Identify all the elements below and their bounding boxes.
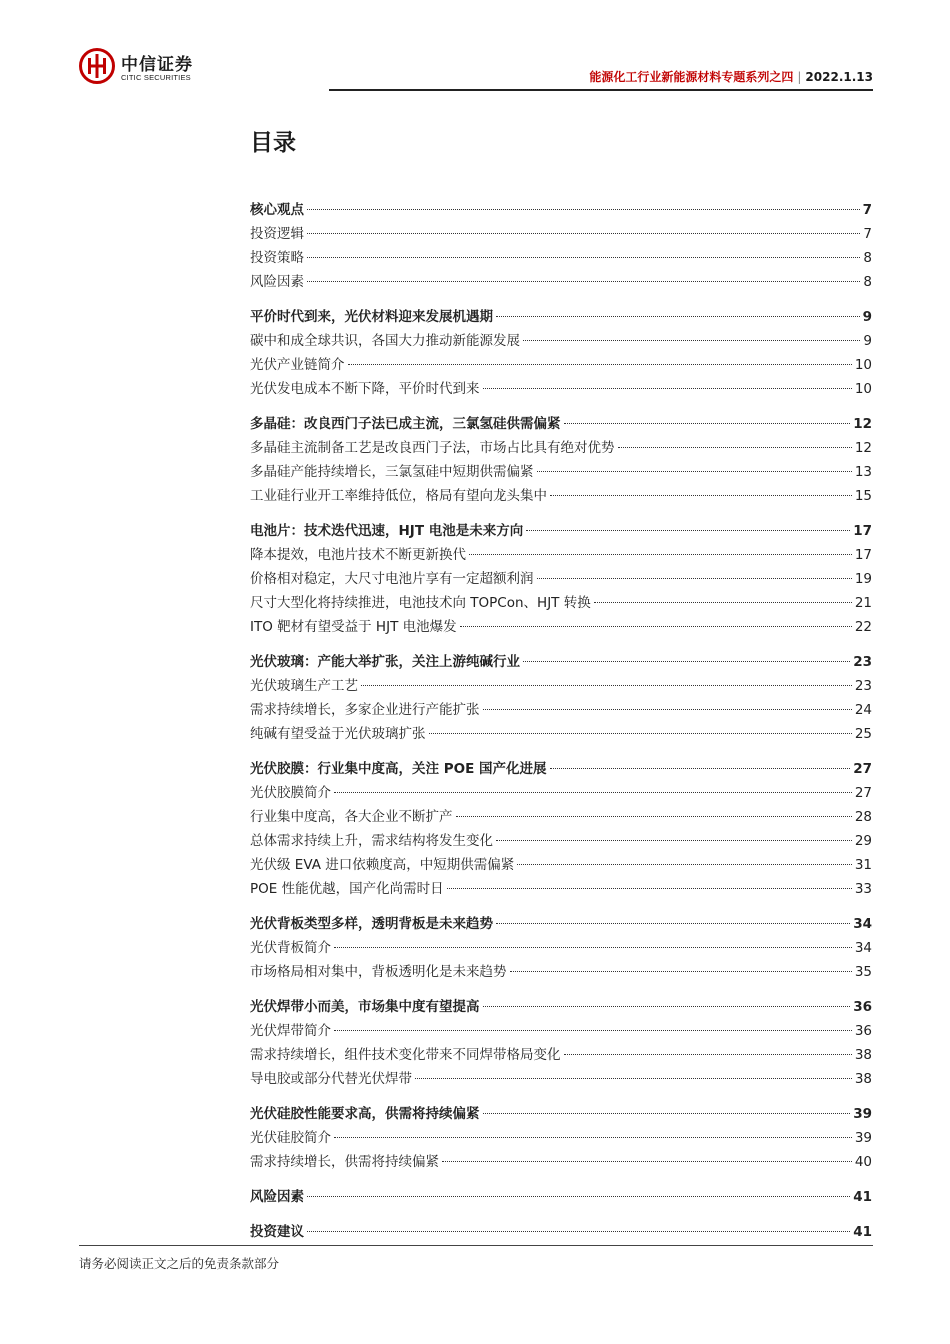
toc-section [250, 198, 872, 294]
toc-page-number: 21 [854, 595, 872, 611]
toc-sub-entry[interactable] [250, 877, 872, 901]
toc-entry-label: 投资建议 [250, 1224, 304, 1240]
toc-main-entry[interactable] [250, 1185, 872, 1209]
toc-entry-label: 光伏焊带小而美，市场集中度有望提高 [250, 999, 480, 1015]
toc-sub-entry[interactable] [250, 353, 872, 377]
toc-entry-label: 光伏硅胶性能要求高，供需将持续偏紧 [250, 1106, 480, 1122]
dot-leader [307, 209, 860, 210]
toc-entry-label: 需求持续增长，组件技术变化带来不同焊带格局变化 [250, 1047, 561, 1063]
toc-page-number: 13 [854, 464, 872, 480]
toc-entry-label: 需求持续增长，多家企业进行产能扩张 [250, 702, 480, 718]
dot-leader [348, 364, 852, 365]
dot-leader [496, 923, 850, 924]
dot-leader [456, 816, 852, 817]
toc-main-entry[interactable] [250, 198, 872, 222]
toc-sub-entry[interactable] [250, 805, 872, 829]
toc-main-entry[interactable] [250, 650, 872, 674]
toc-entry-label: 电池片：技术迭代迅速，HJT 电池是未来方向 [250, 523, 524, 539]
toc-sub-entry[interactable] [250, 591, 872, 615]
dot-leader [618, 447, 852, 448]
toc-section [250, 519, 872, 639]
dot-leader [334, 792, 852, 793]
footer-disclaimer: 请务必阅读正文之后的免责条款部分 [79, 1256, 280, 1271]
dot-leader [334, 1030, 852, 1031]
toc-sub-entry[interactable] [250, 222, 872, 246]
toc-page-number: 41 [853, 1189, 872, 1205]
toc-page-number: 23 [854, 678, 872, 694]
header-report-info [589, 68, 873, 85]
toc-entry-label: 行业集中度高，各大企业不断扩产 [250, 809, 453, 825]
toc-sub-entry[interactable] [250, 484, 872, 508]
toc-page-number: 10 [854, 357, 872, 373]
dot-leader [447, 888, 852, 889]
toc-entry-label: 纯碱有望受益于光伏玻璃扩张 [250, 726, 426, 742]
toc-entry-label: 市场格局相对集中，背板透明化是未来趋势 [250, 964, 507, 980]
toc-sub-entry[interactable] [250, 1019, 872, 1043]
toc-main-entry[interactable] [250, 757, 872, 781]
toc-page-number: 36 [854, 1023, 872, 1039]
toc-main-entry[interactable] [250, 305, 872, 329]
toc-sub-entry[interactable] [250, 246, 872, 270]
dot-leader [307, 1196, 850, 1197]
toc-page-number: 39 [853, 1106, 872, 1122]
dot-leader [526, 530, 850, 531]
toc-sub-entry[interactable] [250, 781, 872, 805]
toc-sub-entry[interactable] [250, 460, 872, 484]
toc-page-number: 8 [863, 250, 872, 266]
dot-leader [483, 709, 852, 710]
toc-title: 目录 [250, 130, 296, 156]
dot-leader [307, 257, 860, 258]
toc-entry-label: 需求持续增长，供需将持续偏紧 [250, 1154, 439, 1170]
dot-leader [523, 340, 860, 341]
toc-page-number: 28 [854, 809, 872, 825]
toc-entry-label: 总体需求持续上升，需求结构将发生变化 [250, 833, 493, 849]
toc-sub-entry[interactable] [250, 853, 872, 877]
dot-leader [307, 1231, 850, 1232]
toc-page-number: 29 [854, 833, 872, 849]
toc-sub-entry[interactable] [250, 1126, 872, 1150]
dot-leader [415, 1078, 852, 1079]
toc-sub-entry[interactable] [250, 936, 872, 960]
toc-entry-label: 多晶硅产能持续增长，三氯氢硅中短期供需偏紧 [250, 464, 534, 480]
toc-sub-entry[interactable] [250, 829, 872, 853]
toc-entry-label: 投资策略 [250, 250, 304, 266]
toc-sub-entry[interactable] [250, 270, 872, 294]
toc-page-number: 12 [854, 440, 872, 456]
toc-section [250, 650, 872, 746]
dot-leader [550, 495, 852, 496]
toc-entry-label: 光伏级 EVA 进口依赖度高，中短期供需偏紧 [250, 857, 515, 873]
toc-sub-entry[interactable] [250, 436, 872, 460]
dot-leader [523, 661, 850, 662]
toc-entry-label: 核心观点 [250, 202, 304, 218]
report-date: 2022.1.13 [805, 70, 873, 84]
page-header [79, 44, 873, 90]
toc-page-number: 17 [854, 547, 872, 563]
toc-main-entry[interactable] [250, 519, 872, 543]
dot-leader [537, 578, 852, 579]
toc-page-number: 34 [854, 940, 872, 956]
toc-entry-label: 光伏玻璃：产能大举扩张，关注上游纯碱行业 [250, 654, 520, 670]
toc-section [250, 1220, 872, 1244]
toc-page-number: 9 [862, 309, 872, 325]
toc-sub-entry[interactable] [250, 1150, 872, 1174]
toc-entry-label: 光伏胶膜简介 [250, 785, 331, 801]
toc-sub-entry[interactable] [250, 377, 872, 401]
toc-page-number: 38 [854, 1071, 872, 1087]
toc-sub-entry[interactable] [250, 1067, 872, 1091]
toc-page-number: 35 [854, 964, 872, 980]
toc-entry-label: 风险因素 [250, 274, 304, 290]
toc-entry-label: 多晶硅主流制备工艺是改良西门子法，市场占比具有绝对优势 [250, 440, 615, 456]
dot-leader [361, 685, 852, 686]
toc-entry-label: 光伏玻璃生产工艺 [250, 678, 358, 694]
toc-sub-entry[interactable] [250, 329, 872, 353]
toc-main-entry[interactable] [250, 1102, 872, 1126]
toc-entry-label: 碳中和成全球共识，各国大力推动新能源发展 [250, 333, 520, 349]
toc-sub-entry[interactable] [250, 722, 872, 746]
toc-page-number: 9 [863, 333, 872, 349]
toc-page-number: 17 [853, 523, 872, 539]
dot-leader [537, 471, 852, 472]
toc-sub-entry[interactable] [250, 543, 872, 567]
dot-leader [550, 768, 851, 769]
toc-page-number: 24 [854, 702, 872, 718]
toc-page-number: 23 [853, 654, 872, 670]
dot-leader [510, 971, 852, 972]
toc-section [250, 757, 872, 901]
toc-section [250, 995, 872, 1091]
toc-page-number: 36 [853, 999, 872, 1015]
toc-entry-label: 导电胶或部分代替光伏焊带 [250, 1071, 412, 1087]
dot-leader [483, 1006, 851, 1007]
dot-leader [564, 1054, 852, 1055]
toc-page-number: 27 [853, 761, 872, 777]
toc-main-entry[interactable] [250, 412, 872, 436]
toc-entry-label: 降本提效，电池片技术不断更新换代 [250, 547, 466, 563]
header-separator: | [797, 70, 802, 84]
dot-leader [564, 423, 851, 424]
toc-page-number: 8 [863, 274, 872, 290]
toc-page-number: 39 [854, 1130, 872, 1146]
toc-entry-label: 光伏背板类型多样，透明背板是未来趋势 [250, 916, 493, 932]
dot-leader [429, 733, 852, 734]
logo-english-name: CITIC SECURITIES [121, 73, 191, 82]
toc-sub-entry[interactable] [250, 674, 872, 698]
toc-sub-entry[interactable] [250, 615, 872, 639]
toc-page-number: 33 [854, 881, 872, 897]
toc-sub-entry[interactable] [250, 698, 872, 722]
toc-entry-label: 光伏产业链简介 [250, 357, 345, 373]
table-of-contents [250, 198, 872, 1255]
toc-page-number: 7 [863, 226, 872, 242]
dot-leader [442, 1161, 852, 1162]
toc-page-number: 31 [854, 857, 872, 873]
toc-page-number: 25 [854, 726, 872, 742]
dot-leader [517, 864, 852, 865]
toc-entry-label: 光伏背板简介 [250, 940, 331, 956]
toc-section [250, 1102, 872, 1174]
toc-page-number: 10 [854, 381, 872, 397]
toc-page-number: 7 [862, 202, 872, 218]
toc-entry-label: 光伏硅胶简介 [250, 1130, 331, 1146]
toc-entry-label: 光伏胶膜：行业集中度高，关注 POE 国产化进展 [250, 761, 547, 777]
toc-entry-label: 工业硅行业开工率维持低位，格局有望向龙头集中 [250, 488, 547, 504]
toc-entry-label: 投资逻辑 [250, 226, 304, 242]
report-title: 能源化工行业新能源材料专题系列之四 [589, 70, 794, 84]
header-rule [329, 89, 873, 91]
dot-leader [334, 1137, 852, 1138]
dot-leader [307, 281, 860, 282]
toc-entry-label: 多晶硅：改良西门子法已成主流，三氯氢硅供需偏紧 [250, 416, 561, 432]
toc-page-number: 41 [853, 1224, 872, 1240]
dot-leader [483, 388, 852, 389]
toc-page-number: 27 [854, 785, 872, 801]
toc-page-number: 22 [854, 619, 872, 635]
logo-chinese-name: 中信证券 [121, 55, 193, 75]
citic-logo-icon [79, 48, 115, 84]
toc-page-number: 15 [854, 488, 872, 504]
toc-main-entry[interactable] [250, 995, 872, 1019]
toc-page-number: 19 [854, 571, 872, 587]
dot-leader [469, 554, 852, 555]
toc-main-entry[interactable] [250, 912, 872, 936]
dot-leader [496, 840, 852, 841]
toc-main-entry[interactable] [250, 1220, 872, 1244]
toc-entry-label: POE 性能优越，国产化尚需时日 [250, 881, 444, 897]
toc-page-number: 38 [854, 1047, 872, 1063]
toc-entry-label: 光伏发电成本不断下降，平价时代到来 [250, 381, 480, 397]
dot-leader [483, 1113, 851, 1114]
dot-leader [460, 626, 852, 627]
toc-entry-label: 价格相对稳定，大尺寸电池片享有一定超额利润 [250, 571, 534, 587]
dot-leader [496, 316, 860, 317]
toc-section [250, 412, 872, 508]
toc-page-number: 40 [854, 1154, 872, 1170]
toc-entry-label: 光伏焊带简介 [250, 1023, 331, 1039]
toc-sub-entry[interactable] [250, 1043, 872, 1067]
toc-section [250, 912, 872, 984]
dot-leader [334, 947, 852, 948]
toc-entry-label: 尺寸大型化将持续推进，电池技术向 TOPCon、HJT 转换 [250, 595, 591, 611]
dot-leader [594, 602, 852, 603]
toc-entry-label: 风险因素 [250, 1189, 304, 1205]
toc-entry-label: 平价时代到来，光伏材料迎来发展机遇期 [250, 309, 493, 325]
toc-page-number: 34 [853, 916, 872, 932]
toc-entry-label: ITO 靶材有望受益于 HJT 电池爆发 [250, 619, 457, 635]
toc-section [250, 1185, 872, 1209]
toc-sub-entry[interactable] [250, 567, 872, 591]
footer-rule [79, 1245, 873, 1246]
toc-page-number: 12 [853, 416, 872, 432]
toc-section [250, 305, 872, 401]
toc-sub-entry[interactable] [250, 960, 872, 984]
dot-leader [307, 233, 860, 234]
